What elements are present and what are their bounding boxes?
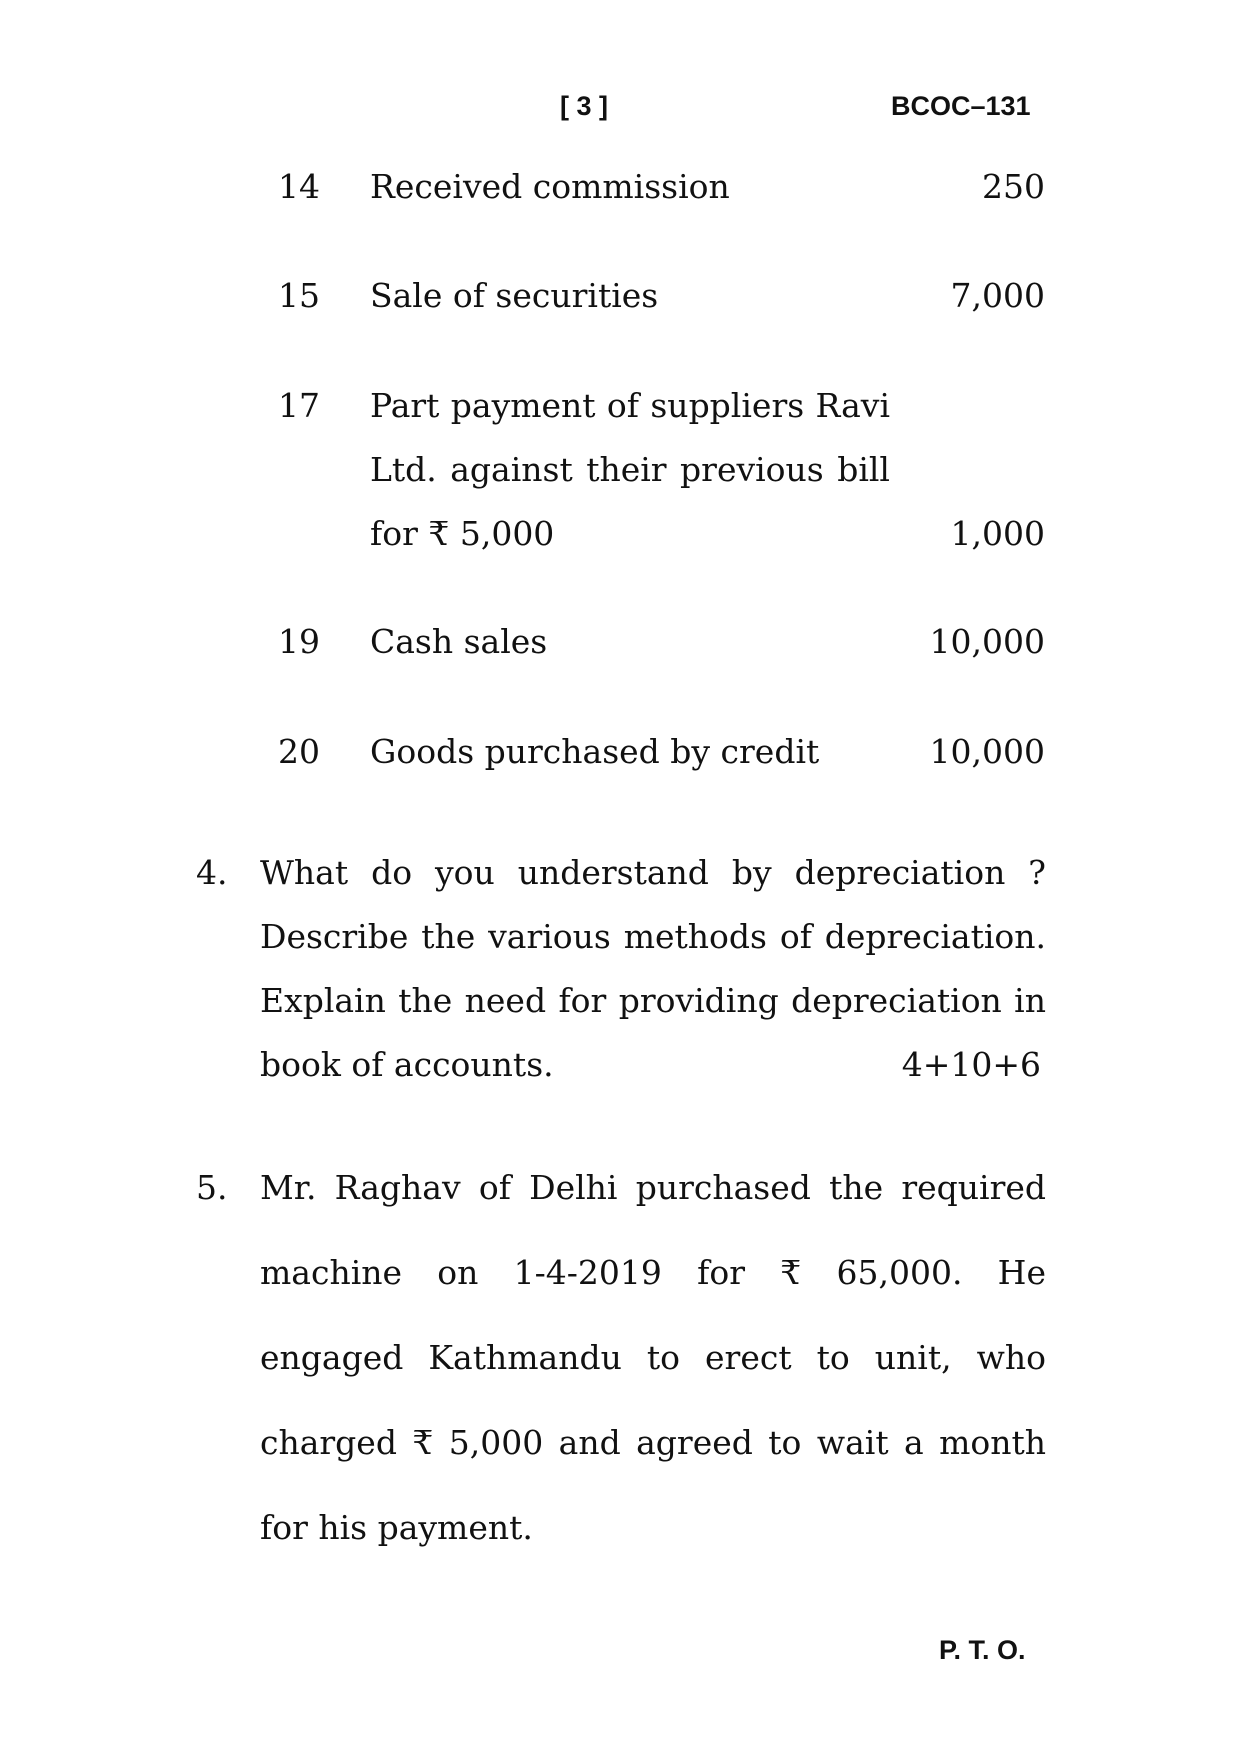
transaction-row (0, 264, 1241, 328)
question-number: 5. (196, 1168, 228, 1207)
transaction-row (0, 374, 1241, 566)
please-turn-over: P. T. O. (939, 1635, 1026, 1665)
question-text: Mr. Raghav of Delhi purchased the required machine on 1-4-2019 for ₹ 65,000. He engaged Kathmandu to erect to unit, who charged ₹ 5,000 and agreed to wait a month for his payment. (260, 1168, 1046, 1547)
transaction-day: 15 (278, 276, 320, 315)
page-number: [ 3 ] (560, 91, 609, 121)
transaction-day: 20 (278, 732, 320, 771)
transaction-amount: 250 (982, 167, 1045, 206)
transaction-row (0, 720, 1241, 784)
transaction-amount: 7,000 (950, 276, 1045, 315)
transaction-row (0, 610, 1241, 674)
question-4 (0, 841, 1241, 1097)
question-text: What do you understand by depreciation ? Describe the various methods of depreciation. Explain the need for providing depreciation in book of accounts. (260, 853, 1046, 1084)
transaction-day: 19 (278, 622, 320, 661)
question-marks: 4+10+6 (901, 1045, 1041, 1084)
transaction-description: Goods purchased by credit (370, 732, 820, 771)
transaction-description: Sale of securities (370, 276, 659, 315)
transaction-description: Received commission (370, 167, 730, 206)
course-code: BCOC–131 (891, 91, 1031, 121)
transaction-day: 14 (278, 167, 320, 206)
transaction-day: 17 (278, 386, 320, 425)
transaction-amount: 10,000 (929, 622, 1045, 661)
transaction-description: Cash sales (370, 622, 548, 661)
question-number: 4. (196, 853, 228, 892)
transaction-description: Part payment of suppliers Ravi Ltd. against their previous bill for ₹ 5,000 (370, 386, 890, 553)
transaction-row (0, 155, 1241, 219)
transaction-amount: 1,000 (950, 514, 1045, 553)
transaction-amount: 10,000 (929, 732, 1045, 771)
